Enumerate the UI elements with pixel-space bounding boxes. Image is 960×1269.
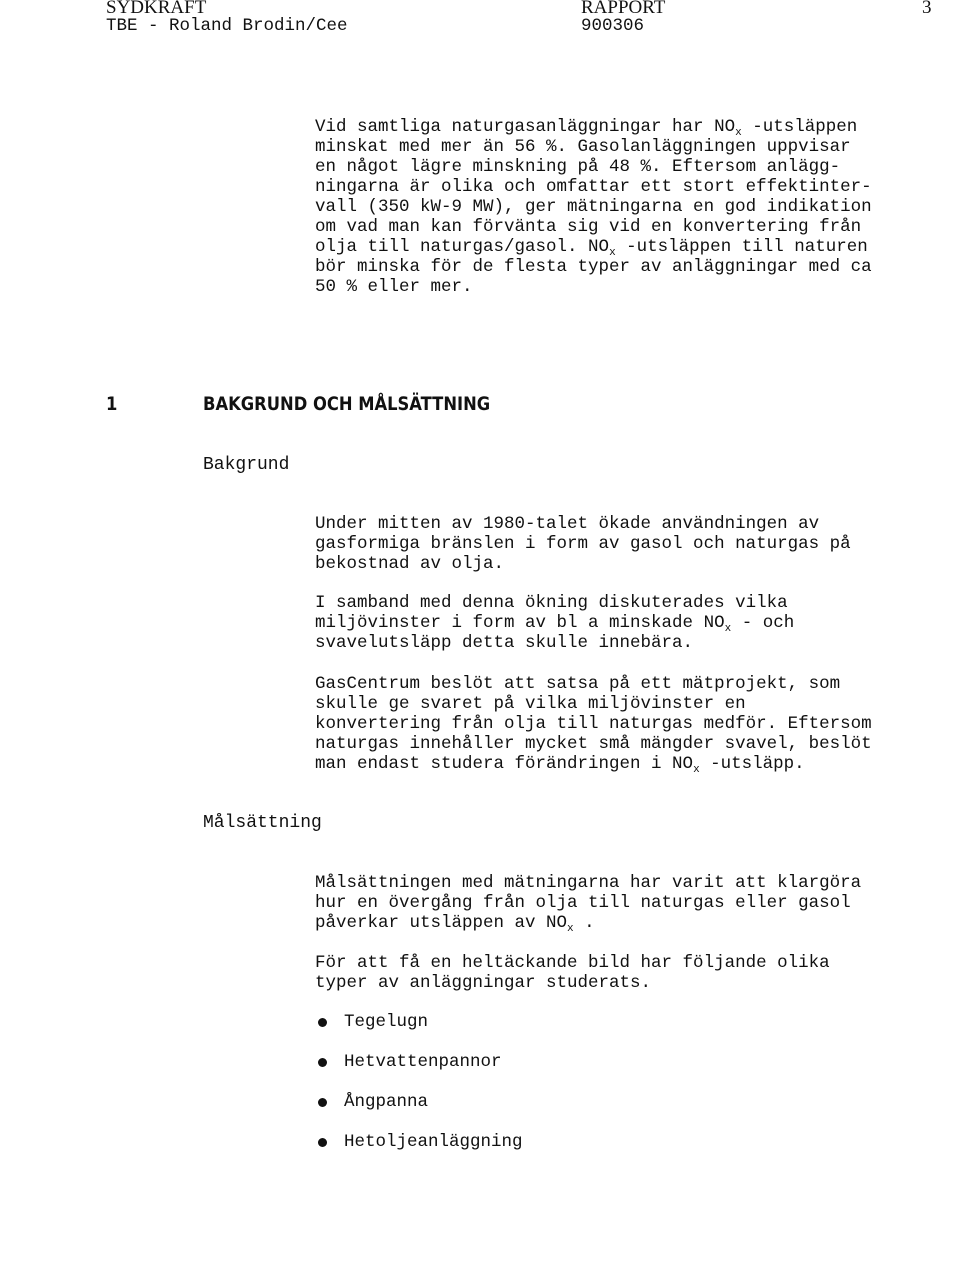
text-line: Målsättningen med mätningarna har varit att klargöra	[315, 873, 862, 893]
author-line: TBE - Roland Brodin/Cee	[106, 16, 348, 36]
list-item: Tegelugn	[315, 1012, 523, 1052]
bullet-icon	[318, 1098, 327, 1107]
report-date: 900306	[581, 16, 645, 36]
section-title: BAKGRUND OCH MÅLSÄTTNING	[203, 393, 491, 415]
text-line: typer av anläggningar studerats.	[315, 973, 652, 993]
list-item: Hetvattenpannor	[315, 1052, 523, 1092]
text-line: gasformiga bränslen i form av gasol och naturgas på	[315, 534, 851, 554]
bakgrund-paragraph-3	[315, 674, 925, 774]
malsattning-paragraph-2	[315, 953, 925, 993]
text-line: man endast studera förändringen i $NO_x$ -utsläpp.	[315, 754, 805, 776]
malsattning-paragraph-1	[315, 873, 925, 933]
company-name: SYDKRAFT	[106, 0, 207, 18]
text-line: miljövinster i form av bl a minskade $NO_x$ - och	[315, 613, 795, 635]
text-line: naturgas innehåller mycket små mängder svavel, beslöt	[315, 734, 872, 754]
subheading-malsattning: Målsättning	[203, 813, 322, 833]
bakgrund-paragraph-2	[315, 593, 925, 653]
intro-line: bör minska för de flesta typer av anläggningar med ca	[315, 257, 872, 277]
text-line: påverkar utsläppen av $NO_x$ .	[315, 913, 595, 935]
text-line: svavelutsläpp detta skulle innebära.	[315, 633, 694, 653]
list-item: Ångpanna	[315, 1092, 523, 1132]
intro-paragraph	[315, 117, 925, 297]
list-item: Hetoljeanläggning	[315, 1132, 523, 1172]
text-line: bekostnad av olja.	[315, 554, 505, 574]
text-line: För att få en heltäckande bild har följande olika	[315, 953, 830, 973]
text-line: Under mitten av 1980-talet ökade användningen av	[315, 514, 820, 534]
intro-line: Vid samtliga naturgasanläggningar har $NO_x$ -utsläppen	[315, 117, 858, 139]
intro-line: 50 % eller mer.	[315, 277, 473, 297]
intro-line: en något lägre minskning på 48 %. Eftersom anlägg-	[315, 157, 841, 177]
section-number: 1	[106, 393, 118, 415]
page-number: 3	[922, 0, 932, 18]
intro-line: vall (350 kW-9 MW), ger mätningarna en god indikation	[315, 197, 872, 217]
text-line: skulle ge svaret på vilka miljövinster en	[315, 694, 746, 714]
subheading-bakgrund: Bakgrund	[203, 455, 290, 475]
text-line: hur en övergång från olja till naturgas eller gasol	[315, 893, 851, 913]
text-line: I samband med denna ökning diskuterades vilka	[315, 593, 788, 613]
bullet-icon	[318, 1058, 327, 1067]
intro-line: ningarna är olika och omfattar ett stort effektinter-	[315, 177, 872, 197]
bullet-icon	[318, 1138, 327, 1147]
intro-line: olja till naturgas/gasol. $NO_x$ -utsläppen till naturen	[315, 237, 868, 259]
intro-line: minskat med mer än 56 %. Gasolanläggningen uppvisar	[315, 137, 851, 157]
bullet-icon	[318, 1018, 327, 1027]
bakgrund-paragraph-1	[315, 514, 925, 574]
text-line: GasCentrum beslöt att satsa på ett mätprojekt, som	[315, 674, 841, 694]
text-line: konvertering från olja till naturgas medför. Eftersom	[315, 714, 872, 734]
facility-type-list	[315, 1012, 523, 1172]
intro-line: om vad man kan förvänta sig vid en konvertering från	[315, 217, 862, 237]
report-type: RAPPORT	[581, 0, 666, 18]
